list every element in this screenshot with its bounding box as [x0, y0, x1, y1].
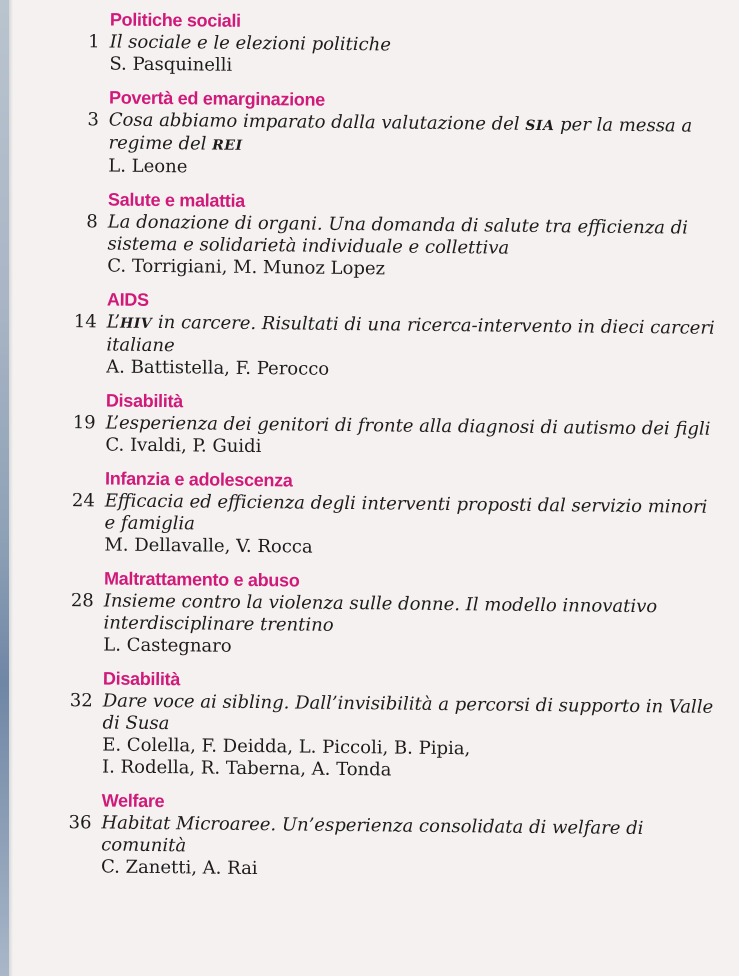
title-text: L’	[106, 311, 121, 333]
toc-entry	[63, 8, 724, 82]
page-number: 14	[73, 311, 97, 333]
toc-entry	[57, 567, 718, 663]
section-heading: Maltrattamento e abuso	[103, 568, 300, 591]
toc-row	[62, 109, 722, 162]
toc-entry	[62, 86, 723, 184]
table-of-contents	[55, 8, 724, 896]
article-title[interactable]: Efficacia ed efficienza degli interventi proposti dal servizio minori e famiglia	[104, 490, 708, 535]
toc-entry	[60, 288, 721, 385]
page-fold-shadow	[9, 0, 13, 976]
article-title[interactable]: La donazione di organi. Una domanda di salute tra efficienza di sistema e solidarietà individuale e collettiva	[107, 211, 689, 259]
toc-row	[56, 690, 716, 741]
toc-entry	[56, 667, 717, 785]
article-title[interactable]: L’esperienza dei genitori di fronte alla diagnosi di autismo dei figli	[105, 412, 711, 440]
article-authors: L. Leone	[108, 155, 188, 178]
toc-row	[55, 812, 715, 863]
article-authors: I. Rodella, R. Taberna, A. Tonda	[101, 756, 392, 781]
article-title[interactable]: Dare voce ai sibling. Dall’invisibilità a percorsi di supporto in Valle di Susa	[102, 690, 714, 735]
acronym-hiv: HIV	[119, 315, 153, 332]
page-number: 36	[68, 812, 92, 834]
article-authors: C. Ivaldi, P. Guidi	[105, 434, 262, 458]
toc-entry	[55, 789, 716, 885]
acronym-sia: SIA	[525, 117, 555, 135]
section-heading: Disabilità	[102, 668, 181, 690]
section-heading: Salute e malattia	[107, 189, 246, 211]
toc-entry	[59, 389, 720, 463]
article-authors: C. Zanetti, A. Rai	[100, 856, 258, 880]
title-text: in carcere. Risultati di una ricerca-intervento in dieci carceri italiane	[106, 311, 715, 357]
article-authors: C. Torrigiani, M. Munoz Lopez	[107, 255, 386, 280]
toc-entry	[58, 467, 719, 563]
article-authors: S. Pasquinelli	[109, 53, 233, 76]
section-heading: Infanzia e adolescenza	[104, 468, 293, 491]
page-number: 19	[72, 412, 96, 434]
page-number: 8	[86, 211, 98, 233]
toc-row	[57, 590, 717, 641]
section-heading: Disabilità	[105, 390, 184, 412]
toc-row	[61, 211, 721, 262]
toc-entry	[61, 188, 722, 284]
page-number: 1	[88, 31, 100, 53]
article-title[interactable]: Habitat Microaree. Un’esperienza consolidata di welfare di comunità	[101, 812, 644, 857]
article-authors: M. Dellavalle, V. Rocca	[104, 534, 313, 558]
title-text: Cosa abbiamo imparato dalla valutazione del	[108, 109, 526, 135]
page-number: 32	[69, 690, 93, 712]
article-authors: E. Colella, F. Deidda, L. Piccoli, B. Pipia,	[102, 734, 471, 760]
toc-row	[60, 311, 720, 363]
toc-row	[58, 490, 718, 541]
page-number: 24	[71, 490, 95, 512]
page-number: 28	[70, 590, 94, 612]
section-heading: Povertà ed emarginazione	[108, 87, 326, 110]
article-title[interactable]: Insieme contro la violenza sulle donne. Il modello innovativo interdisciplinare trentino	[103, 590, 658, 636]
article-authors: L. Castegnaro	[103, 634, 232, 657]
section-heading: Welfare	[101, 790, 165, 812]
article-title[interactable]	[108, 109, 722, 161]
section-heading: AIDS	[106, 289, 149, 310]
article-authors: A. Battistella, F. Perocco	[106, 356, 330, 380]
section-heading: Politiche sociali	[109, 9, 241, 31]
left-page-edge	[0, 0, 9, 976]
page-number: 3	[87, 109, 99, 131]
article-title[interactable]: Il sociale e le elezioni politiche	[109, 31, 392, 56]
acronym-rei: REI	[212, 137, 243, 154]
title-text: per la messa a regime del	[108, 114, 693, 155]
article-title[interactable]	[106, 311, 720, 362]
